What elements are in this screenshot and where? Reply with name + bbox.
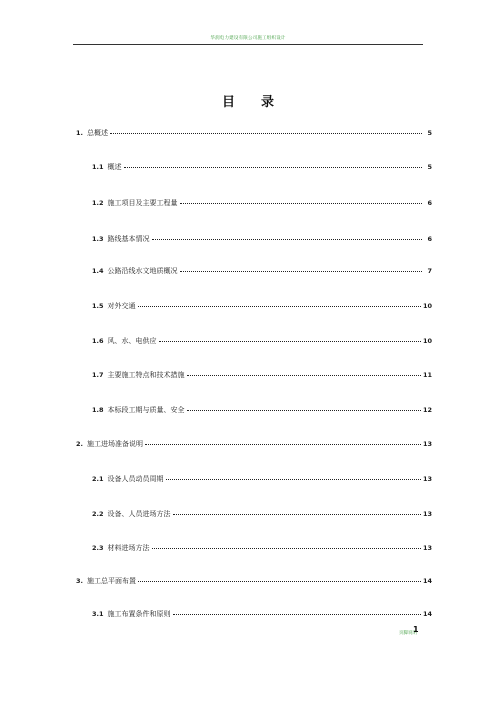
toc-entry-3-1[interactable] (92, 609, 432, 621)
toc-entry-1-5[interactable] (92, 301, 432, 313)
dot-leader (187, 409, 421, 411)
toc-entry-label: 对外交通 (107, 302, 136, 310)
toc-entry-number: 1.7 (92, 371, 104, 379)
toc-entry-page: 5 (427, 163, 432, 171)
toc-entry-label: 施工总平面布置 (87, 577, 136, 585)
dot-leader (145, 443, 421, 445)
toc-entry-label: 总概述 (87, 129, 108, 137)
dot-leader (180, 270, 422, 272)
dot-leader (173, 513, 421, 515)
dot-leader (159, 340, 421, 342)
toc-title: 目录 (221, 95, 300, 110)
toc-entry-page: 10 (422, 337, 432, 345)
toc-entry-label: 设备人员动员周期 (107, 475, 164, 483)
toc-entry-number: 1.6 (92, 337, 104, 345)
toc-entry-label: 公路沿线水文地质概况 (107, 267, 178, 275)
toc-entry-number: 3.1 (92, 610, 104, 618)
toc-entry-number: 3. (76, 577, 83, 585)
toc-entry-page: 13 (422, 510, 432, 518)
toc-entry-page: 13 (422, 544, 432, 552)
toc-entry-1-3[interactable] (92, 234, 432, 246)
toc-entry-page: 7 (427, 267, 432, 275)
toc-entry-number: 1.3 (92, 235, 104, 243)
toc-entry-label: 风、水、电供应 (107, 337, 157, 345)
toc-entry-page: 5 (427, 129, 432, 137)
toc-entry-2[interactable] (76, 439, 432, 451)
dot-leader (187, 374, 421, 376)
toc-entry-1-6[interactable] (92, 336, 432, 348)
toc-entry-number: 1.1 (92, 163, 104, 171)
toc-entry-page: 10 (422, 302, 432, 310)
toc-entry-2-1[interactable] (92, 474, 432, 486)
toc-entry-1-1[interactable] (92, 162, 432, 174)
toc-entry-page: 11 (422, 371, 432, 379)
toc-entry-label: 设备、人员进场方法 (107, 510, 171, 518)
toc-entry-page: 12 (422, 406, 432, 414)
toc-entry-page: 6 (427, 235, 432, 243)
dot-leader (180, 202, 422, 204)
dot-leader (138, 580, 421, 582)
page-header-text: 华润电力建设有限公司施工组织设计 (210, 36, 286, 41)
toc-entry-number: 1.2 (92, 199, 104, 207)
toc-entry-number: 1.5 (92, 302, 104, 310)
dot-leader (173, 613, 421, 615)
toc-entry-label: 本标段工期与质量、安全 (107, 406, 185, 414)
toc-entry-number: 1.8 (92, 406, 104, 414)
toc-entry-1-7[interactable] (92, 370, 432, 382)
toc-entry-page: 13 (422, 475, 432, 483)
toc-entry-number: 1. (76, 129, 83, 137)
dot-leader (124, 166, 422, 168)
toc-entry-number: 2.1 (92, 475, 104, 483)
toc-entry-label: 施工布置条件和原则 (107, 610, 171, 618)
dot-leader (110, 132, 422, 134)
toc-entry-label: 施工进场准备说明 (87, 440, 143, 448)
toc-entry-2-2[interactable] (92, 509, 432, 521)
toc-entry-number: 2. (76, 440, 83, 448)
dot-leader (138, 305, 421, 307)
toc-entry-1[interactable] (76, 128, 432, 140)
dot-leader (152, 238, 422, 240)
toc-entry-page: 6 (427, 199, 432, 207)
toc-entry-page: 14 (422, 610, 432, 618)
page-number: 1 (413, 625, 419, 634)
toc-entry-number: 1.4 (92, 267, 104, 275)
footer-note: 页脚说明 (399, 631, 417, 636)
toc-entry-label: 路线基本情况 (107, 235, 150, 243)
toc-entry-1-2[interactable] (92, 198, 432, 210)
toc-entry-page: 14 (422, 577, 432, 585)
toc-entry-label: 材料进场方法 (107, 544, 150, 552)
dot-leader (166, 478, 421, 480)
toc-entry-3[interactable] (76, 576, 432, 588)
toc-entry-label: 施工项目及主要工程量 (107, 199, 178, 207)
toc-entry-number: 2.2 (92, 510, 104, 518)
dot-leader (152, 547, 421, 549)
toc-entry-label: 概述 (107, 163, 122, 171)
toc-entry-number: 2.3 (92, 544, 104, 552)
toc-entry-label: 主要施工特点和技术措施 (107, 371, 185, 379)
toc-entry-1-8[interactable] (92, 405, 432, 417)
toc-entry-2-3[interactable] (92, 543, 432, 555)
toc-entry-1-4[interactable] (92, 266, 432, 278)
toc-entry-page: 13 (422, 440, 432, 448)
header-divider (73, 44, 423, 45)
